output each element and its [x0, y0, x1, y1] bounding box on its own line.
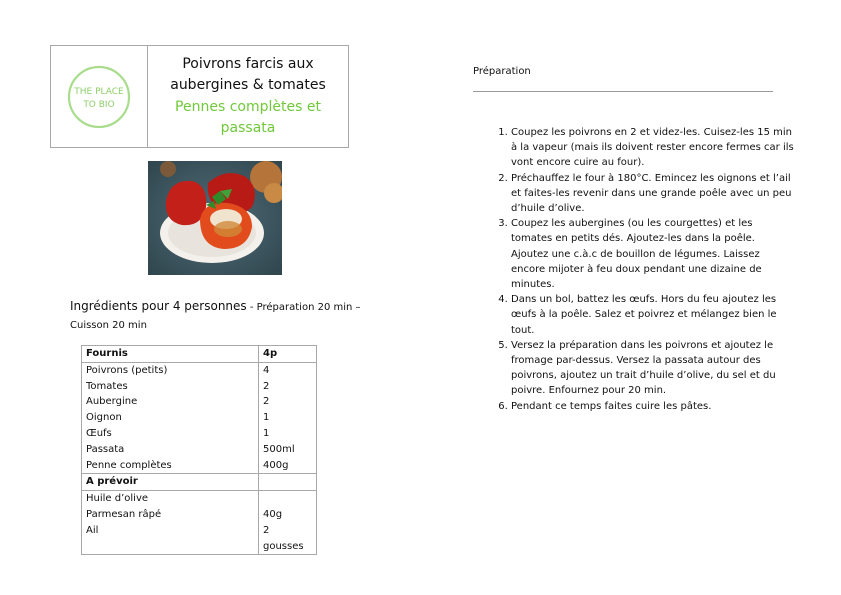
- brand-logo: [66, 64, 132, 130]
- table-cell: Penne complètes: [82, 458, 259, 474]
- table-header-cell: [259, 474, 317, 491]
- ingredients-table: [81, 345, 317, 555]
- ingredients-meta: - Préparation 20 min – Cuisson 20 min: [70, 302, 361, 331]
- table-row: [82, 410, 317, 426]
- table-cell: 2 gousses: [259, 523, 317, 555]
- preparation-steps: [499, 125, 795, 414]
- ingredients-title: Ingrédients pour 4 personnes: [70, 299, 247, 313]
- table-header-cell: Fournis: [82, 346, 259, 363]
- table-row: [82, 507, 317, 523]
- table-header-cell: 4p: [259, 346, 317, 363]
- table-cell: 1: [259, 426, 317, 442]
- preparation-title: Préparation: [473, 66, 531, 77]
- logo-cell: [51, 46, 148, 147]
- logo-line2: TO BIO: [83, 99, 115, 110]
- step-item: 6. Pendant ce temps faites cuire les pâtes.: [511, 399, 795, 414]
- table-cell: [259, 491, 317, 507]
- table-cell: 500ml: [259, 442, 317, 458]
- table-cell: Parmesan râpé: [82, 507, 259, 523]
- step-item: 5. Versez la préparation dans les poivrons et ajoutez le fromage par-dessus. Versez la passata autour des poivrons, ajoutez un trait d’huile d’olive, du sel et du poivre. Enfournez pour 20 min.: [511, 338, 795, 399]
- table-cell: 40g: [259, 507, 317, 523]
- table-header-cell: A prévoir: [82, 474, 259, 491]
- table-section-header-row: [82, 474, 317, 491]
- table-row: [82, 426, 317, 442]
- table-cell: 400g: [259, 458, 317, 474]
- ingredients-heading: [70, 298, 370, 334]
- table-row: [82, 491, 317, 507]
- table-row: [82, 394, 317, 410]
- table-cell: 1: [259, 410, 317, 426]
- stuffed-peppers-image: [148, 161, 282, 275]
- table-row: [82, 362, 317, 378]
- table-header-row: [82, 346, 317, 363]
- recipe-subtitle: Pennes complètes et passata: [175, 99, 321, 136]
- table-cell: Oignon: [82, 410, 259, 426]
- recipe-header: [50, 45, 349, 148]
- recipe-title: Poivrons farcis aux aubergines & tomates: [170, 56, 326, 93]
- table-cell: Œufs: [82, 426, 259, 442]
- table-cell: 2: [259, 379, 317, 395]
- step-item: 4. Dans un bol, battez les œufs. Hors du feu ajoutez les œufs à la poêle. Salez et poivrez et mélangez bien le tout.: [511, 292, 795, 338]
- table-cell: Tomates: [82, 379, 259, 395]
- table-cell: 4: [259, 362, 317, 378]
- step-item: 3. Coupez les aubergines (ou les courgettes) et les tomates en petits dés. Ajoutez-les dans la poêle. Ajoutez une c.à.c de bouillon de légumes. Laissez encore mijoter à feu doux pendant une dizaine de minutes.: [511, 216, 795, 292]
- logo-line1: THE PLACE: [74, 86, 124, 97]
- recipe-photo: [148, 161, 282, 275]
- table-row: [82, 458, 317, 474]
- step-item: 2. Préchauffez le four à 180°C. Emincez les oignons et l’ail et faites-les revenir dans une grande poêle avec un peu d’huile d’olive.: [511, 171, 795, 217]
- table-row: [82, 379, 317, 395]
- step-item: 1. Coupez les poivrons en 2 et videz-les. Cuisez-les 15 min à la vapeur (mais ils doivent rester encore fermes car ils vont encore cuire au four).: [511, 125, 795, 171]
- table-row: [82, 442, 317, 458]
- table-row: [82, 523, 317, 555]
- table-cell: 2: [259, 394, 317, 410]
- table-cell: Poivrons (petits): [82, 362, 259, 378]
- preparation-divider: [473, 91, 773, 92]
- table-cell: Aubergine: [82, 394, 259, 410]
- title-cell: [148, 46, 348, 147]
- table-cell: Ail: [82, 523, 259, 555]
- table-cell: Passata: [82, 442, 259, 458]
- table-cell: Huile d’olive: [82, 491, 259, 507]
